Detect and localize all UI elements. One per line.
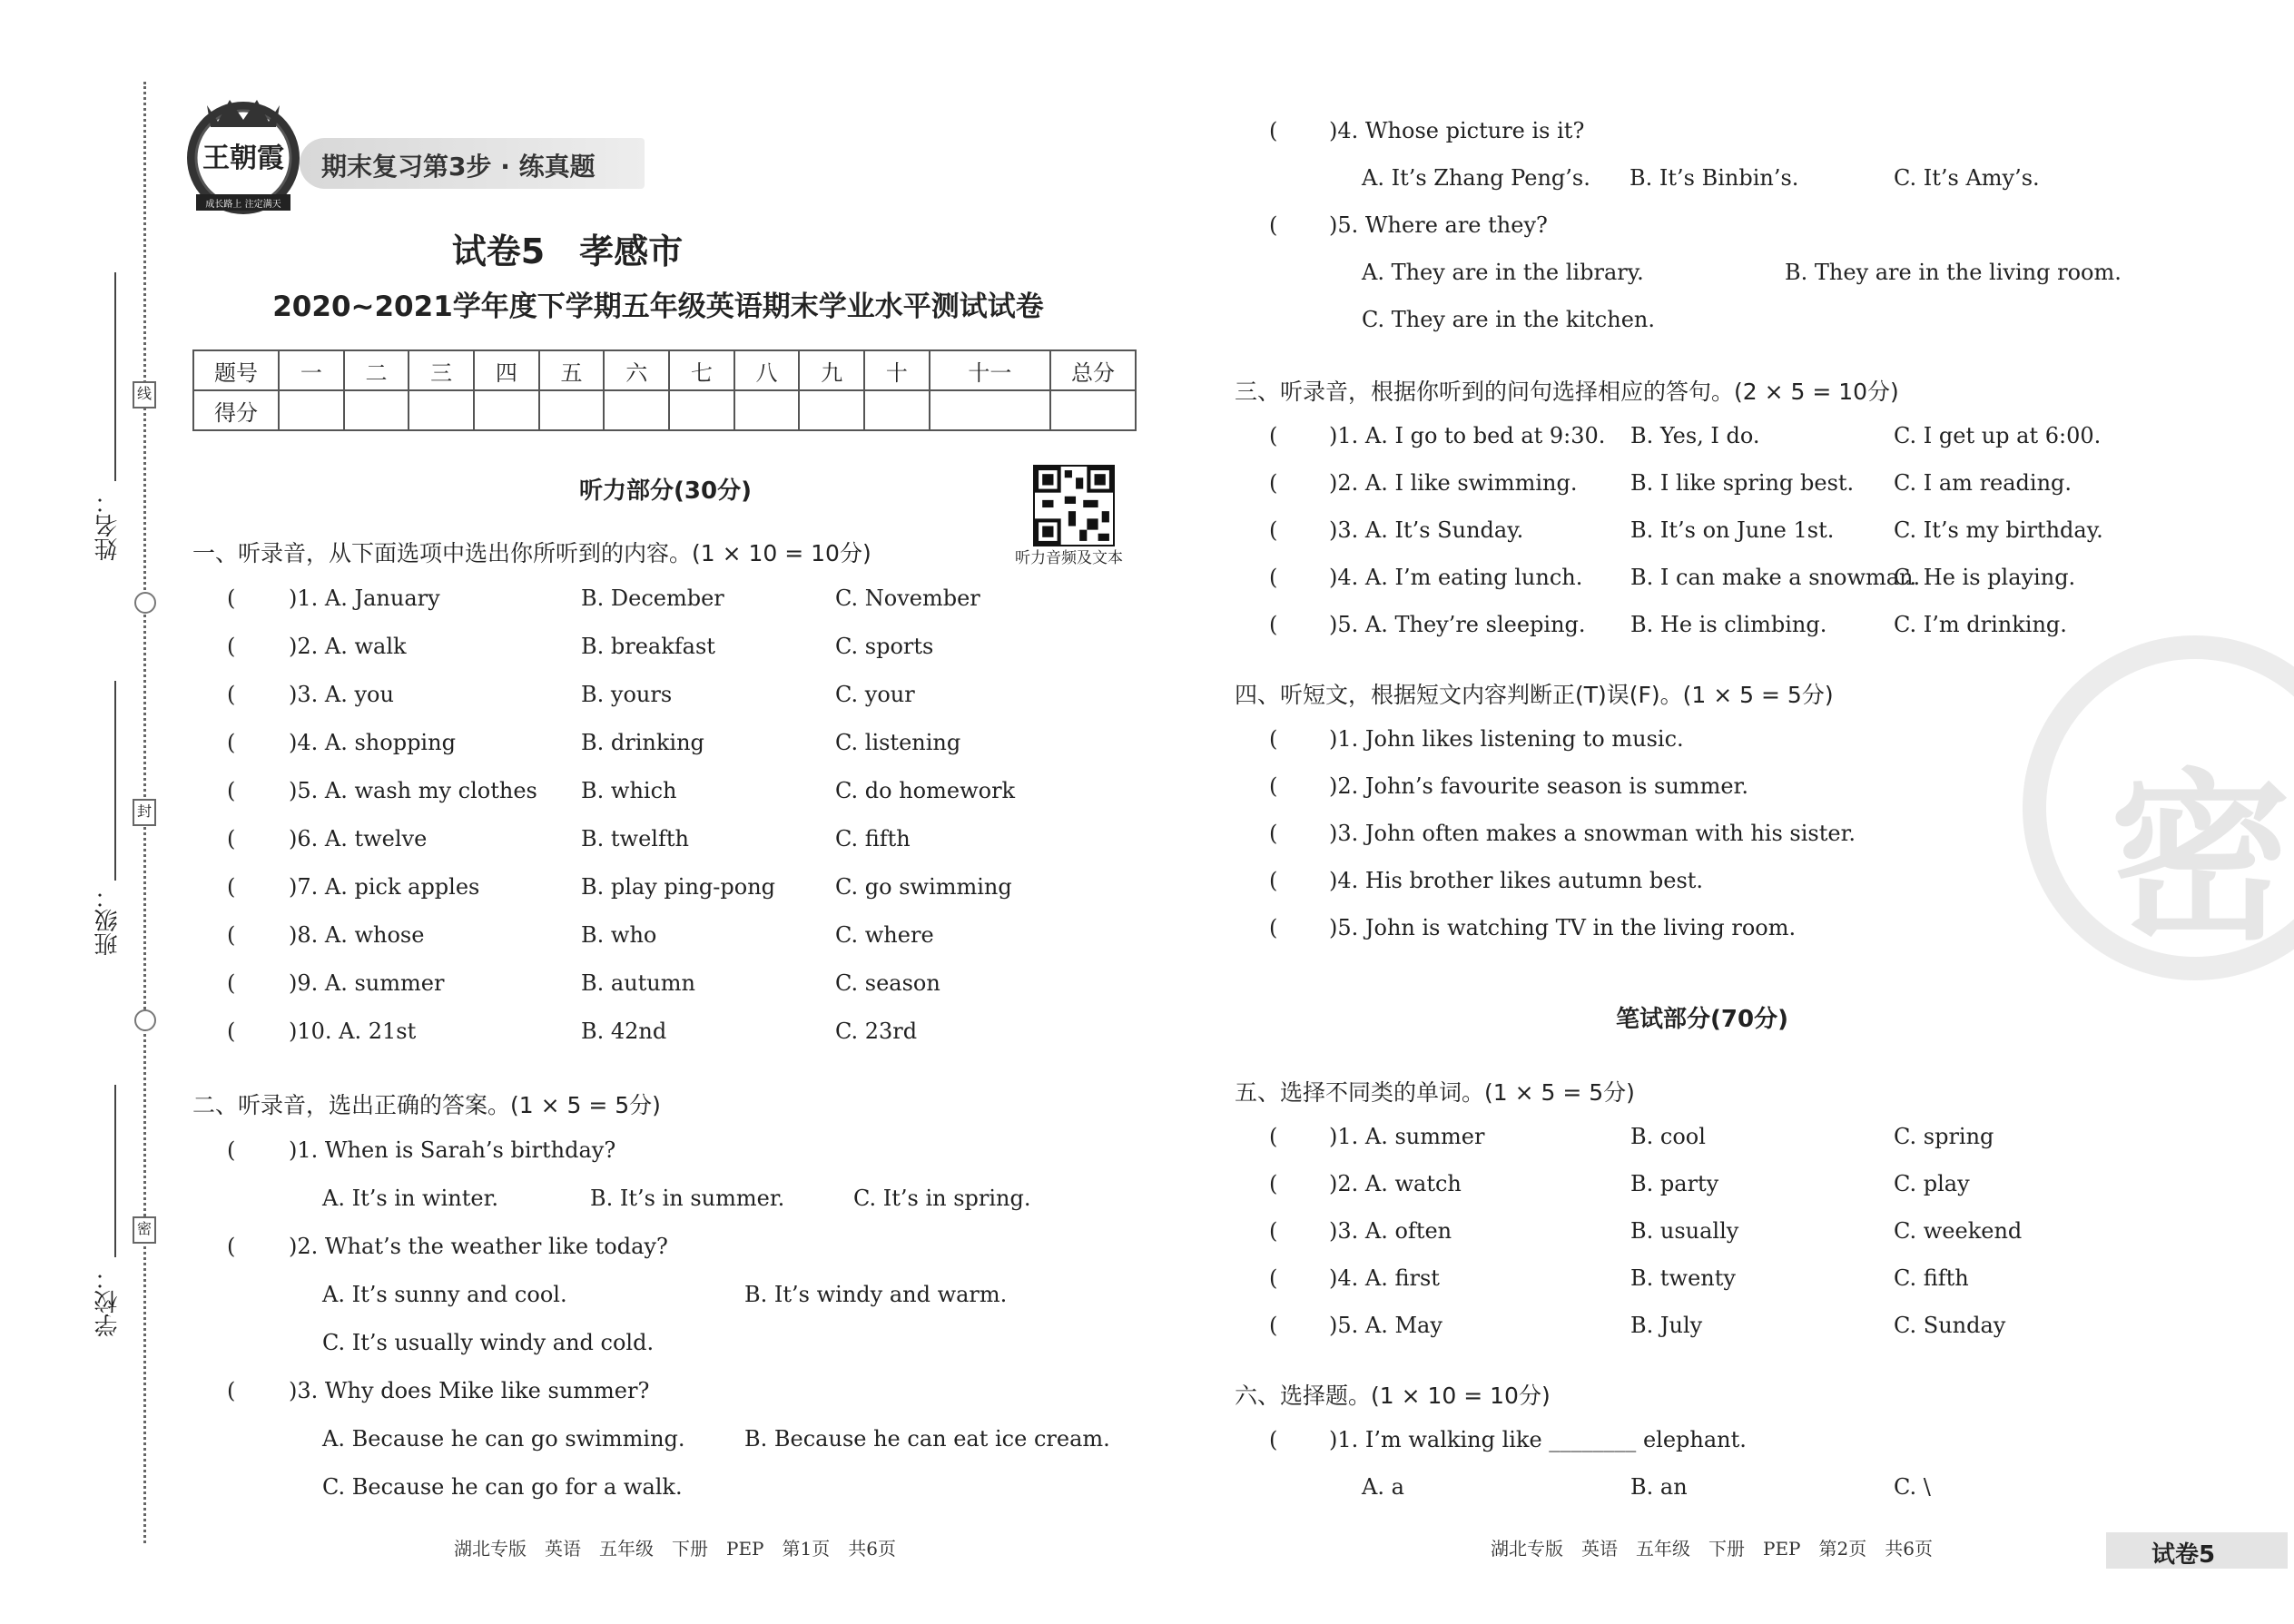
answer-paren[interactable]: ( <box>1269 1124 1278 1149</box>
option-b: B. play ping-pong <box>581 874 776 900</box>
answer-paren[interactable]: ( <box>1269 1218 1278 1244</box>
option-a: )5. A. May <box>1329 1313 1442 1338</box>
answer-paren[interactable]: ( <box>227 1019 236 1044</box>
option-a: )3. A. often <box>1329 1218 1452 1244</box>
answer-paren[interactable]: ( <box>1269 565 1278 590</box>
option-c: C. They are in the kitchen. <box>1362 307 1655 332</box>
option-c: C. \ <box>1894 1474 1931 1500</box>
option-b: B. July <box>1630 1313 1703 1338</box>
option-b: B. It’s on June 1st. <box>1630 517 1835 543</box>
option-c: C. He is playing. <box>1894 565 2076 590</box>
option-a: )5. A. wash my clothes <box>289 778 537 803</box>
page-footer-left: 湖北专版 英语 五年级 下册 PEP 第1页 共6页 <box>454 1538 896 1560</box>
question-text: )5. Where are they? <box>1329 212 1548 238</box>
option-a: )8. A. whose <box>289 922 425 948</box>
question-text: )1. I’m walking like ________ elephant. <box>1329 1427 1747 1452</box>
option-b: B. cool <box>1630 1124 1706 1149</box>
exam-number-label: 试卷5 <box>2151 1541 2216 1569</box>
watermark-stamp <box>2023 635 2294 980</box>
score-cell: 九 <box>799 350 864 390</box>
option-b: B. It’s in summer. <box>590 1186 785 1211</box>
answer-paren[interactable]: ( <box>1269 773 1278 799</box>
option-b: B. twelfth <box>581 826 689 851</box>
section-4-title: 四、听短文，根据短文内容判断正(T)误(F)。(1 × 5 = 5分) <box>1235 682 1834 708</box>
option-c: C. Because he can go for a walk. <box>322 1474 683 1500</box>
option-c: C. Sunday <box>1894 1313 2006 1338</box>
option-a: )2. A. walk <box>289 634 407 659</box>
score-cell: 十一 <box>930 350 1050 390</box>
option-b: B. an <box>1630 1474 1688 1500</box>
logo-slogan: 成长路上 注定满天 <box>205 200 281 210</box>
option-b: B. I can make a snowman. <box>1630 565 1921 590</box>
seal-char-mi: 密 <box>133 1216 156 1244</box>
option-a: )4. A. shopping <box>289 730 456 755</box>
score-value-row <box>193 390 1136 430</box>
score-cell: 得分 <box>193 390 279 430</box>
answer-paren[interactable]: ( <box>1269 726 1278 752</box>
option-c: C. go swimming <box>835 874 1012 900</box>
class-underline <box>114 681 116 881</box>
section-2-title: 二、听录音，选出正确的答案。(1 × 5 = 5分) <box>192 1092 661 1118</box>
brand-logo-icon <box>180 93 307 220</box>
answer-paren[interactable]: ( <box>1269 1171 1278 1196</box>
statement: )4. His brother likes autumn best. <box>1329 868 1704 893</box>
score-table <box>192 349 1137 431</box>
answer-paren[interactable]: ( <box>227 586 236 611</box>
option-b: B. party <box>1630 1171 1719 1196</box>
option-b: B. which <box>581 778 677 803</box>
option-a: )1. A. January <box>289 586 440 611</box>
answer-paren[interactable]: ( <box>227 778 236 803</box>
option-a: )7. A. pick apples <box>289 874 480 900</box>
seal-char-feng: 封 <box>133 799 156 826</box>
score-cell: 八 <box>734 350 800 390</box>
option-a: )3. A. you <box>289 682 394 707</box>
option-a: )5. A. They’re sleeping. <box>1329 612 1586 637</box>
exam-subtitle: 2020~2021学年度下学期五年级英语期末学业水平测试试卷 <box>272 290 1044 323</box>
statement: )1. John likes listening to music. <box>1329 726 1684 752</box>
option-c: C. season <box>835 970 940 996</box>
qr-code-icon[interactable] <box>1033 465 1115 546</box>
statement: )5. John is watching TV in the living room. <box>1329 915 1797 940</box>
exam-title: 试卷5 孝感市 <box>451 231 684 271</box>
score-input-cell[interactable] <box>474 390 539 430</box>
option-c: C. fifth <box>1894 1265 1969 1291</box>
answer-paren[interactable]: ( <box>227 730 236 755</box>
option-c: C. It’s my birthday. <box>1894 517 2103 543</box>
option-b: B. It’s Binbin’s. <box>1629 165 1799 191</box>
option-c: C. I’m drinking. <box>1894 612 2067 637</box>
writing-section-title: 笔试部分(70分) <box>1616 1006 1788 1033</box>
school-label: 学校： <box>94 1266 122 1337</box>
option-a: A. It’s Zhang Peng’s. <box>1362 165 1590 191</box>
statement: )3. John often makes a snowman with his sister. <box>1329 821 1856 846</box>
answer-paren[interactable]: ( <box>1269 868 1278 893</box>
option-b: B. usually <box>1630 1218 1739 1244</box>
option-a: )6. A. twelve <box>289 826 428 851</box>
stamp-char: 密 <box>2109 753 2291 965</box>
score-cell: 六 <box>604 350 669 390</box>
score-cell: 一 <box>279 350 344 390</box>
option-c: C. 23rd <box>835 1019 918 1044</box>
seal-circle <box>134 592 156 614</box>
option-b: B. yours <box>581 682 673 707</box>
name-label: 姓名： <box>94 490 122 561</box>
option-a: )2. A. watch <box>1329 1171 1462 1196</box>
answer-paren[interactable]: ( <box>1269 821 1278 846</box>
option-c: C. your <box>835 682 915 707</box>
option-a: A. Because he can go swimming. <box>322 1426 685 1452</box>
option-c: C. play <box>1894 1171 1970 1196</box>
answer-paren[interactable]: ( <box>1269 212 1278 238</box>
option-b: B. Because he can eat ice cream. <box>744 1426 1110 1452</box>
answer-paren[interactable]: ( <box>227 1378 236 1403</box>
section-5-title: 五、选择不同类的单词。(1 × 5 = 5分) <box>1235 1079 1635 1106</box>
answer-paren[interactable]: ( <box>227 922 236 948</box>
option-b: B. breakfast <box>581 634 715 659</box>
question-text: )1. When is Sarah’s birthday? <box>289 1137 616 1163</box>
option-a: A. It’s in winter. <box>322 1186 499 1211</box>
answer-paren[interactable]: ( <box>1269 1427 1278 1452</box>
option-b: B. December <box>581 586 724 611</box>
answer-paren[interactable]: ( <box>1269 470 1278 496</box>
answer-paren[interactable]: ( <box>1269 118 1278 143</box>
option-c: C. fifth <box>835 826 911 851</box>
score-input-cell[interactable] <box>1050 390 1136 430</box>
option-b: B. drinking <box>581 730 704 755</box>
option-a: )3. A. It’s Sunday. <box>1329 517 1524 543</box>
score-header-row <box>193 350 1136 390</box>
option-a: A. a <box>1362 1474 1404 1500</box>
answer-paren[interactable]: ( <box>1269 517 1278 543</box>
page-footer-right: 湖北专版 英语 五年级 下册 PEP 第2页 共6页 <box>1491 1538 1933 1560</box>
score-input-cell[interactable] <box>279 390 344 430</box>
section-1-title: 一、听录音，从下面选项中选出你所听到的内容。(1 × 10 = 10分) <box>192 540 871 566</box>
option-a: )10. A. 21st <box>289 1019 417 1044</box>
section-6-title: 六、选择题。(1 × 10 = 10分) <box>1235 1383 1551 1409</box>
logo-text: 王朝霞 <box>202 143 284 174</box>
score-cell: 总分 <box>1050 350 1136 390</box>
qr-caption: 听力音频及文本 <box>1015 549 1123 567</box>
option-b: B. They are in the living room. <box>1785 260 2122 285</box>
listening-section-title: 听力部分(30分) <box>579 477 752 505</box>
exam-number-tab <box>2106 1532 2288 1569</box>
score-input-cell[interactable] <box>930 390 1050 430</box>
score-cell: 三 <box>409 350 474 390</box>
answer-paren[interactable]: ( <box>227 1234 236 1259</box>
option-c: C. sports <box>835 634 934 659</box>
option-a: )4. A. I’m eating lunch. <box>1329 565 1583 590</box>
class-label: 班级： <box>94 885 122 956</box>
score-cell: 五 <box>539 350 605 390</box>
score-input-cell[interactable] <box>344 390 409 430</box>
option-c: C. weekend <box>1894 1218 2023 1244</box>
option-c: C. where <box>835 922 934 948</box>
seal-circle <box>134 1009 156 1031</box>
answer-paren[interactable]: ( <box>227 874 236 900</box>
question-text: )2. What’s the weather like today? <box>289 1234 668 1259</box>
option-b: B. 42nd <box>581 1019 667 1044</box>
option-a: )4. A. first <box>1329 1265 1440 1291</box>
option-c: C. It’s Amy’s. <box>1894 165 2040 191</box>
option-b: B. I like spring best. <box>1630 470 1855 496</box>
score-input-cell[interactable] <box>539 390 605 430</box>
ribbon-label: 期末复习第3步 · 练真题 <box>321 152 596 182</box>
section-ribbon <box>300 138 645 189</box>
option-a: )1. A. summer <box>1329 1124 1485 1149</box>
answer-paren[interactable]: ( <box>227 970 236 996</box>
option-c: C. November <box>835 586 980 611</box>
answer-paren[interactable]: ( <box>1269 1313 1278 1338</box>
option-b: B. It’s windy and warm. <box>744 1282 1008 1307</box>
score-input-cell[interactable] <box>864 390 930 430</box>
answer-paren[interactable]: ( <box>227 634 236 659</box>
option-a: A. It’s sunny and cool. <box>322 1282 567 1307</box>
score-cell: 十 <box>864 350 930 390</box>
answer-paren[interactable]: ( <box>1269 612 1278 637</box>
option-c: C. spring <box>1894 1124 1994 1149</box>
answer-paren[interactable]: ( <box>1269 1265 1278 1291</box>
option-c: C. I am reading. <box>1894 470 2072 496</box>
option-c: C. It’s in spring. <box>853 1186 1031 1211</box>
option-a: )1. A. I go to bed at 9:30. <box>1329 423 1606 448</box>
score-cell: 四 <box>474 350 539 390</box>
option-b: B. Yes, I do. <box>1630 423 1760 448</box>
statement: )2. John’s favourite season is summer. <box>1329 773 1748 799</box>
score-input-cell[interactable] <box>799 390 864 430</box>
option-a: )2. A. I like swimming. <box>1329 470 1578 496</box>
school-underline <box>114 1085 116 1257</box>
score-cell: 二 <box>344 350 409 390</box>
answer-paren[interactable]: ( <box>227 1137 236 1163</box>
score-input-cell[interactable] <box>734 390 800 430</box>
option-c: C. listening <box>835 730 961 755</box>
option-c: C. do homework <box>835 778 1016 803</box>
option-c: C. It’s usually windy and cold. <box>322 1330 655 1355</box>
score-cell: 七 <box>669 350 734 390</box>
score-cell: 题号 <box>193 350 279 390</box>
option-a: A. They are in the library. <box>1362 260 1644 285</box>
section-3-title: 三、听录音，根据你听到的问句选择相应的答句。(2 × 5 = 10分) <box>1235 379 1899 405</box>
answer-paren[interactable]: ( <box>1269 423 1278 448</box>
option-c: C. I get up at 6:00. <box>1894 423 2102 448</box>
answer-paren[interactable]: ( <box>1269 915 1278 940</box>
option-b: B. who <box>581 922 657 948</box>
question-text: )4. Whose picture is it? <box>1329 118 1585 143</box>
score-input-cell[interactable] <box>604 390 669 430</box>
option-b: B. twenty <box>1630 1265 1736 1291</box>
answer-paren[interactable]: ( <box>227 682 236 707</box>
score-input-cell[interactable] <box>409 390 474 430</box>
question-text: )3. Why does Mike like summer? <box>289 1378 650 1403</box>
answer-paren[interactable]: ( <box>227 826 236 851</box>
score-input-cell[interactable] <box>669 390 734 430</box>
seal-char-xian: 线 <box>133 381 156 408</box>
option-a: )9. A. summer <box>289 970 445 996</box>
option-b: B. He is climbing. <box>1630 612 1827 637</box>
option-b: B. autumn <box>581 970 695 996</box>
